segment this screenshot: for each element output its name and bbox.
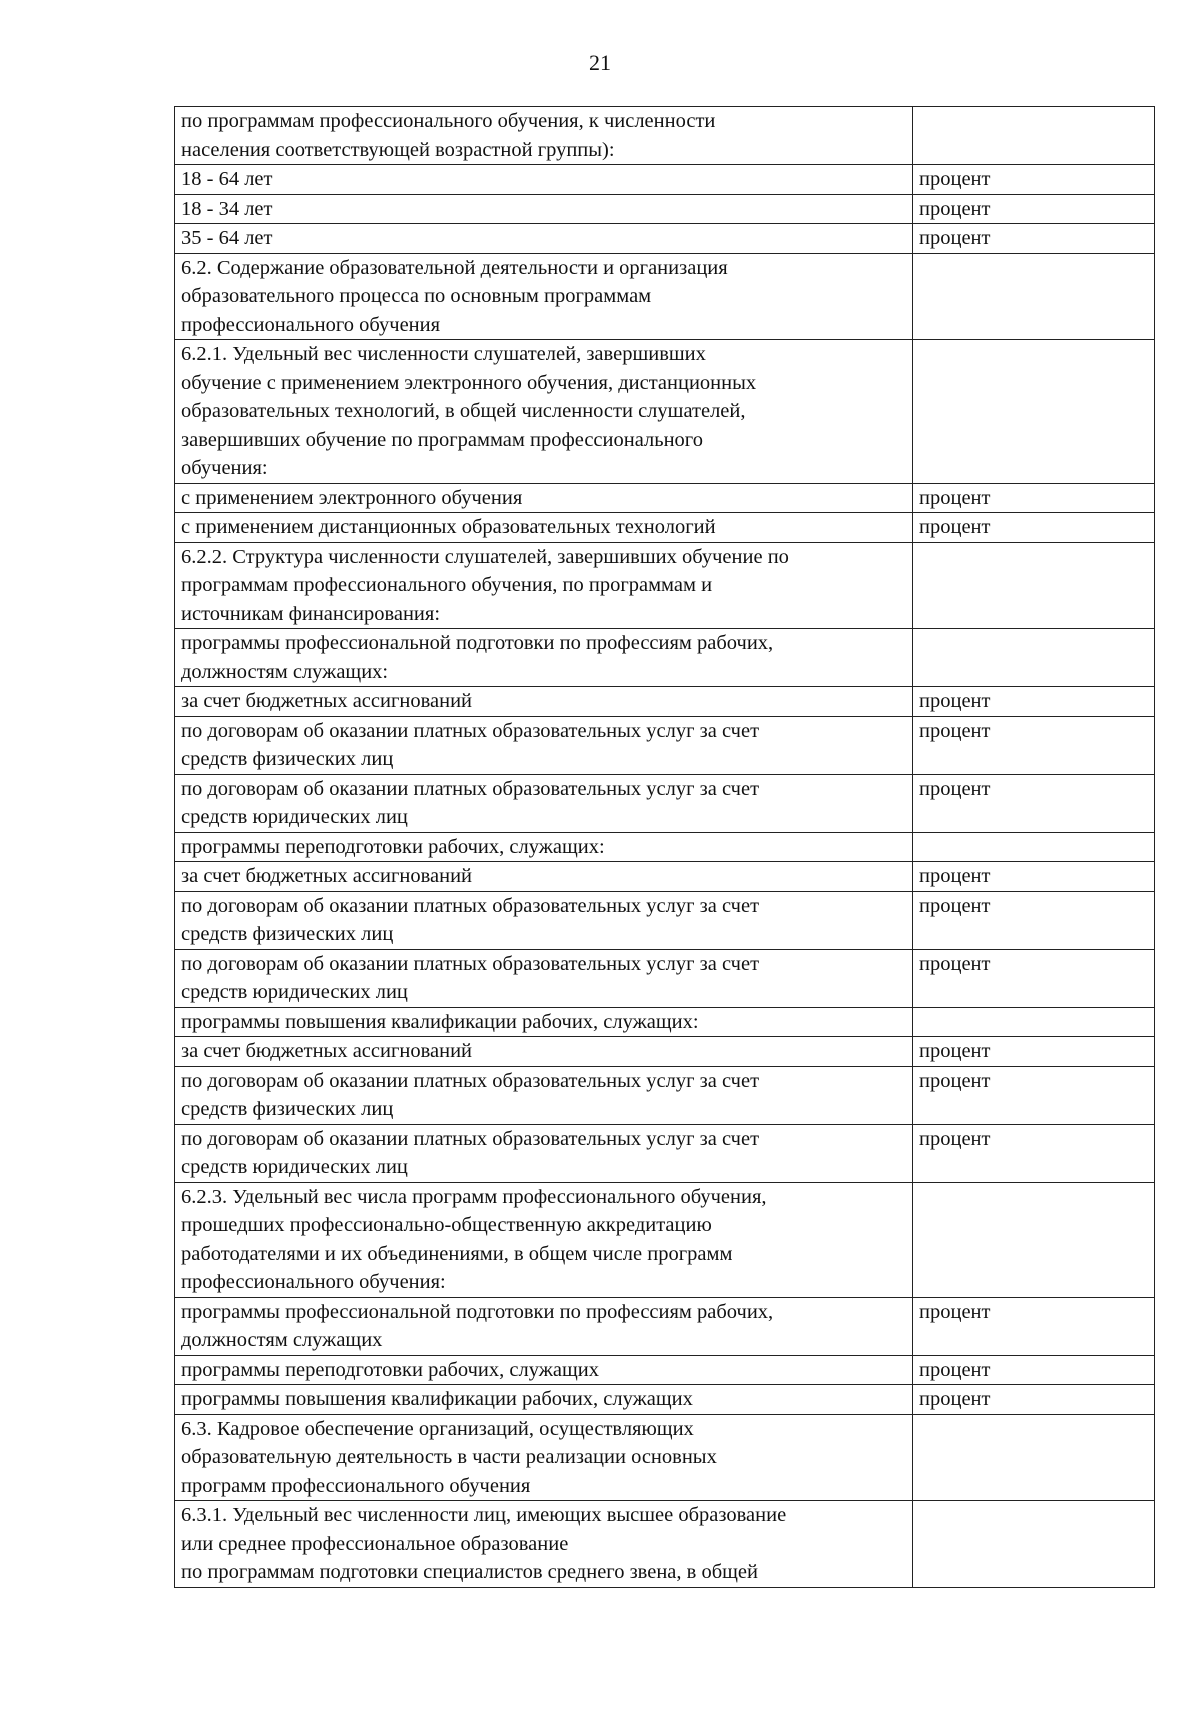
table-row (175, 1501, 1155, 1588)
table-row (175, 1297, 1155, 1355)
indicator-unit (913, 832, 1155, 862)
indicator-unit: процент (913, 862, 1155, 892)
indicator-unit: процент (913, 1297, 1155, 1355)
indicator-description: программы профессиональной подготовки по профессиям рабочих, должностям служащих (175, 1297, 913, 1355)
indicator-description: программы повышения квалификации рабочих, служащих: (175, 1007, 913, 1037)
indicator-unit: процент (913, 1355, 1155, 1385)
indicator-description: по договорам об оказании платных образовательных услуг за счет средств физических лиц (175, 716, 913, 774)
indicator-description: 18 - 64 лет (175, 165, 913, 195)
indicator-unit (913, 1007, 1155, 1037)
indicator-description: по программам профессионального обучения, к численности населения соответствующей возрастной группы): (175, 107, 913, 165)
table-row (175, 1414, 1155, 1501)
indicator-unit (913, 253, 1155, 340)
indicator-description: с применением электронного обучения (175, 483, 913, 513)
indicator-description: 6.2.1. Удельный вес численности слушателей, завершивших обучение с применением электронного обучения, дистанционных образовательных технологий, в общей численности слушателей, завершивших обучение по программам профессионального обучения: (175, 340, 913, 484)
table-row (175, 1182, 1155, 1297)
indicator-description: 6.3. Кадровое обеспечение организаций, осуществляющих образовательную деятельность в части реализации основных программ профессионального обучения (175, 1414, 913, 1501)
indicator-unit: процент (913, 194, 1155, 224)
page-number: 21 (589, 50, 611, 75)
indicator-description: программы переподготовки рабочих, служащих: (175, 832, 913, 862)
table-row (175, 716, 1155, 774)
table-row (175, 891, 1155, 949)
indicator-unit: процент (913, 687, 1155, 717)
indicator-unit: процент (913, 1385, 1155, 1415)
indicator-description: 6.2.3. Удельный вес числа программ профессионального обучения, прошедших профессионально-общественную аккредитацию работодателями и их объединениями, в общем числе программ профессионального обучения: (175, 1182, 913, 1297)
indicator-table (174, 106, 1155, 1588)
table-row (175, 949, 1155, 1007)
indicator-unit: процент (913, 949, 1155, 1007)
indicator-description: 6.2.2. Структура численности слушателей, завершивших обучение по программам профессионального обучения, по программам и источникам финансирования: (175, 542, 913, 629)
table-row (175, 483, 1155, 513)
indicator-description: программы профессиональной подготовки по профессиям рабочих, должностям служащих: (175, 629, 913, 687)
table-row (175, 1385, 1155, 1415)
table-row (175, 107, 1155, 165)
indicator-description: 18 - 34 лет (175, 194, 913, 224)
table-row (175, 194, 1155, 224)
indicator-description: программы переподготовки рабочих, служащих (175, 1355, 913, 1385)
indicator-unit (913, 1501, 1155, 1588)
indicator-unit: процент (913, 513, 1155, 543)
indicator-unit: процент (913, 224, 1155, 254)
table-row (175, 862, 1155, 892)
indicator-description: 35 - 64 лет (175, 224, 913, 254)
indicator-unit: процент (913, 716, 1155, 774)
indicator-description: 6.3.1. Удельный вес численности лиц, имеющих высшее образование или среднее профессиональное образование по программам подготовки специалистов среднего звена, в общей (175, 1501, 913, 1588)
indicator-unit (913, 542, 1155, 629)
table-row (175, 1124, 1155, 1182)
indicator-unit (913, 107, 1155, 165)
table-row (175, 1066, 1155, 1124)
indicator-unit: процент (913, 1124, 1155, 1182)
indicator-description: по договорам об оказании платных образовательных услуг за счет средств юридических лиц (175, 1124, 913, 1182)
indicator-unit: процент (913, 483, 1155, 513)
table-row (175, 687, 1155, 717)
indicator-unit: процент (913, 1066, 1155, 1124)
indicator-unit: процент (913, 165, 1155, 195)
table-row (175, 165, 1155, 195)
table-row (175, 629, 1155, 687)
indicator-description: 6.2. Содержание образовательной деятельности и организация образовательного процесса по основным программам профессионального обучения (175, 253, 913, 340)
table-row (175, 542, 1155, 629)
indicator-unit (913, 340, 1155, 484)
table-row (175, 1007, 1155, 1037)
table-row (175, 774, 1155, 832)
indicator-description: по договорам об оказании платных образовательных услуг за счет средств физических лиц (175, 891, 913, 949)
table-row (175, 1355, 1155, 1385)
table-row (175, 224, 1155, 254)
indicator-description: по договорам об оказании платных образовательных услуг за счет средств юридических лиц (175, 774, 913, 832)
indicator-description: по договорам об оказании платных образовательных услуг за счет средств юридических лиц (175, 949, 913, 1007)
table-row (175, 832, 1155, 862)
indicator-table-body (175, 107, 1155, 1588)
table-row (175, 340, 1155, 484)
indicator-unit (913, 629, 1155, 687)
indicator-description: программы повышения квалификации рабочих, служащих (175, 1385, 913, 1415)
indicator-unit: процент (913, 774, 1155, 832)
table-row (175, 513, 1155, 543)
indicator-unit: процент (913, 1037, 1155, 1067)
table-row (175, 253, 1155, 340)
indicator-unit (913, 1414, 1155, 1501)
indicator-description: за счет бюджетных ассигнований (175, 687, 913, 717)
indicator-description: по договорам об оказании платных образовательных услуг за счет средств физических лиц (175, 1066, 913, 1124)
indicator-unit (913, 1182, 1155, 1297)
indicator-description: за счет бюджетных ассигнований (175, 862, 913, 892)
indicator-description: за счет бюджетных ассигнований (175, 1037, 913, 1067)
indicator-unit: процент (913, 891, 1155, 949)
table-row (175, 1037, 1155, 1067)
indicator-description: с применением дистанционных образовательных технологий (175, 513, 913, 543)
